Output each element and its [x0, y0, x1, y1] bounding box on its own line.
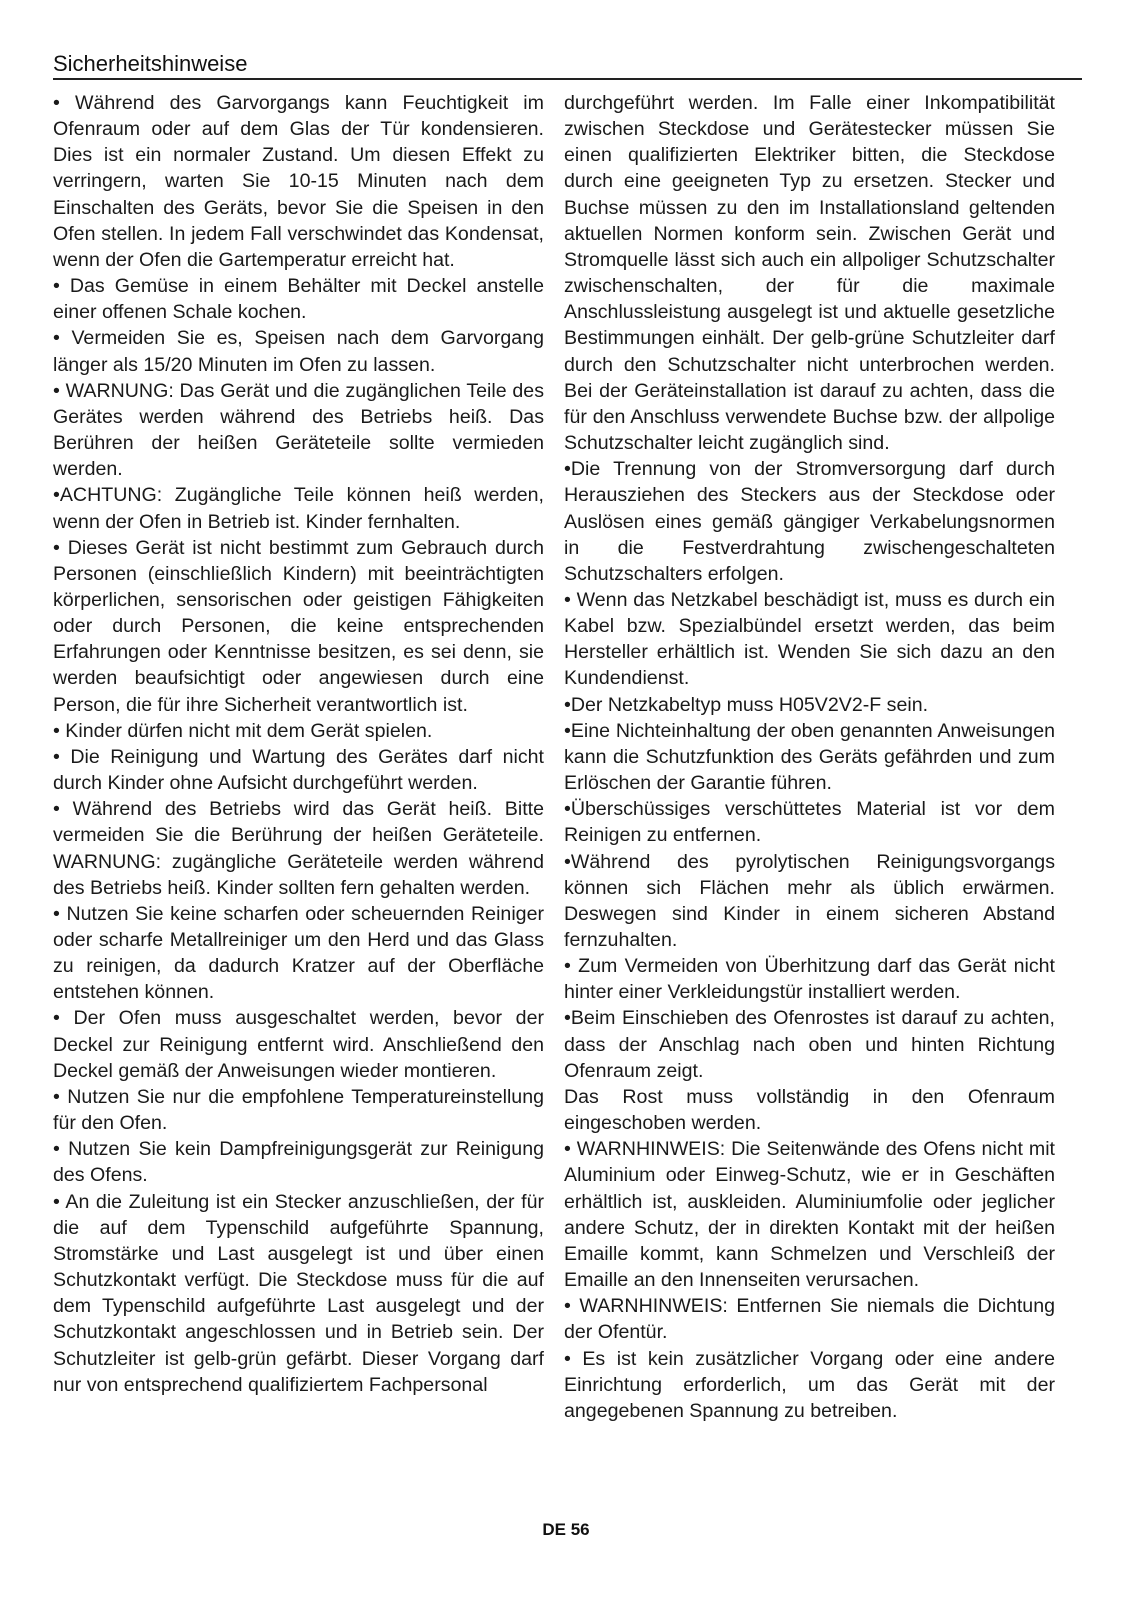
paragraph: • Nutzen Sie kein Dampfreinigungsgerät zur Reinigung des Ofens. [53, 1138, 544, 1187]
paragraph: • Nutzen Sie keine scharfen oder scheuernden Reiniger oder scharfe Metallreiniger um den Herd und das Glass zu reinigen, da dadurch Kratzer auf der Oberfläche entstehen können. [53, 902, 544, 1004]
paragraph: • Dieses Gerät ist nicht bestimmt zum Gebrauch durch Personen (einschließlich Kindern) mit beeinträchtigten körperlichen, sensorischen oder geistigen Fähigkeiten oder durch Personen, die keine entsprechenden Erfahrungen oder Kenntnisse besitzen, es sei denn, sie werden beaufsichtigt oder angewiesen durch eine Person, die für ihre Sicherheit verantwortlich ist. [53, 536, 544, 716]
paragraph: • Während des Betriebs wird das Gerät heiß. Bitte vermeiden Sie die Berührung der heißen Geräteteile. WARNUNG: zugängliche Geräteteile werden während des Betriebs heiß. Kinder sollten fern gehalten werden. [53, 798, 544, 899]
paragraph: • An die Zuleitung ist ein Stecker anzuschließen, der für die auf dem Typenschild aufgeführte Spannung, Stromstärke und Last ausgelegt ist und über einen Schutzkontakt verfügt. Die Steckdose muss für die auf dem Typenschild aufgeführte Last ausgelegt und der Schutzkontakt angeschlossen und in Betrieb sein. Der Schutzleiter ist gelb-grün gefärbt. Dieser Vorgang darf nur von entsprechend qualifiziertem Fachpersonal [53, 1190, 544, 1396]
paragraph: •ACHTUNG: Zugängliche Teile können heiß werden, wenn der Ofen in Betrieb ist. Kinder fernhalten. [53, 484, 544, 533]
page-title: Sicherheitshinweise [53, 50, 1082, 80]
paragraph: • WARNHINWEIS: Entfernen Sie niemals die Dichtung der Ofentür. [564, 1295, 1055, 1344]
paragraph: •Überschüssiges verschüttetes Material ist vor dem Reinigen zu entfernen. [564, 798, 1055, 847]
paragraph: •Der Netzkabeltyp muss H05V2V2-F sein. [564, 693, 929, 716]
paragraph: • Die Reinigung und Wartung des Gerätes darf nicht durch Kinder ohne Aufsicht durchgeführt werden. [53, 745, 544, 795]
paragraph: • Kinder dürfen nicht mit dem Gerät spielen. [53, 719, 433, 742]
paragraph: •Beim Einschieben des Ofenrostes ist darauf zu achten, dass der Anschlag nach oben und hinten Richtung Ofenraum zeigt. [564, 1007, 1055, 1082]
right-column [564, 90, 1055, 1424]
paragraph: •Die Trennung von der Stromversorgung darf durch Herausziehen des Steckers aus der Steckdose oder Auslösen eines gemäß gängiger Verkabelungsnormen in die Festverdrahtung zwischengeschalteten Schutzschalters erfolgen. [564, 458, 1055, 585]
paragraph: • Es ist kein zusätzlicher Vorgang oder eine andere Einrichtung erforderlich, um das Gerät mit der angegebenen Spannung zu betreiben. [564, 1347, 1055, 1422]
paragraph: • WARNUNG: Das Gerät und die zugänglichen Teile des Gerätes werden während des Betriebs heiß. Das Berühren der heißen Geräteteile sollte vermieden werden. [53, 379, 544, 481]
paragraph: • Zum Vermeiden von Überhitzung darf das Gerät nicht hinter einer Verkleidungstür installiert werden. [564, 955, 1055, 1004]
paragraph: durchgeführt werden. Im Falle einer Inkompatibilität zwischen Steckdose und Gerätestecker müssen Sie einen qualifizierten Elektriker bitten, die Steckdose durch eine geeigneten Typ zu ersetzen. Stecker und Buchse müssen zu den im Installationsland geltenden aktuellen Normen konform sein. Zwischen Gerät und Stromquelle lässt sich auch ein allpoliger Schutzschalter zwischenschalten, der für die maximale Anschlussleistung ausgelegt ist und aktuelle gesetzliche Bestimmungen einhält. Der gelb-grüne Schutzleiter darf durch den Schutzschalter nicht unterbrochen werden. Bei der Geräteinstallation ist darauf zu achten, dass die für den Anschluss verwendete Buchse bzw. der allpolige Schutzschalter leicht zugänglich sind. [564, 92, 1055, 455]
paragraph: • Nutzen Sie nur die empfohlene Temperatureinstellung für den Ofen. [53, 1085, 544, 1135]
paragraph: • Während des Garvorgangs kann Feuchtigkeit im Ofenraum oder auf dem Glas der Tür kondensieren. Dies ist ein normaler Zustand. Um diesen Effekt zu verringern, warten Sie 10-15 Minuten nach dem Einschalten des Geräts, bevor Sie die Speisen in den Ofen stellen. In jedem Fall verschwindet das Kondensat, wenn der Ofen die Gartemperatur erreicht hat. [53, 92, 544, 271]
paragraph: • Das Gemüse in einem Behälter mit Deckel anstelle einer offenen Schale kochen. [53, 275, 544, 324]
paragraph: Das Rost muss vollständig in den Ofenraum eingeschoben werden. [564, 1085, 1055, 1135]
paragraph: •Während des pyrolytischen Reinigungsvorgangs können sich Flächen mehr als üblich erwärmen. Deswegen sind Kinder in einem sicheren Abstand fernzuhalten. [564, 850, 1055, 951]
paragraph: • Wenn das Netzkabel beschädigt ist, muss es durch ein Kabel bzw. Spezialbündel ersetzt werden, das beim Hersteller erhältlich ist. Wenden Sie sich dazu an den Kundendienst. [564, 588, 1055, 690]
paragraph: • WARNHINWEIS: Die Seitenwände des Ofens nicht mit Aluminium oder Einweg-Schutz, wie er in Geschäften erhältlich ist, auskleiden. Aluminiumfolie oder jeglicher andere Schutz, der in direkten Kontakt mit der heißen Emaille kommt, kann Schmelzen und Verschleiß der Emaille an den Innenseiten verursachen. [564, 1138, 1055, 1292]
paragraph: •Eine Nichteinhaltung der oben genannten Anweisungen kann die Schutzfunktion des Geräts gefährden und zum Erlöschen der Garantie führen. [564, 719, 1055, 795]
paragraph: • Der Ofen muss ausgeschaltet werden, bevor der Deckel zur Reinigung entfernt wird. Anschließend den Deckel gemäß der Anweisungen wieder montieren. [53, 1007, 544, 1082]
left-column [53, 90, 544, 1398]
paragraph: • Vermeiden Sie es, Speisen nach dem Garvorgang länger als 15/20 Minuten im Ofen zu lassen. [53, 327, 544, 376]
page-number: DE 56 [542, 1520, 590, 1539]
